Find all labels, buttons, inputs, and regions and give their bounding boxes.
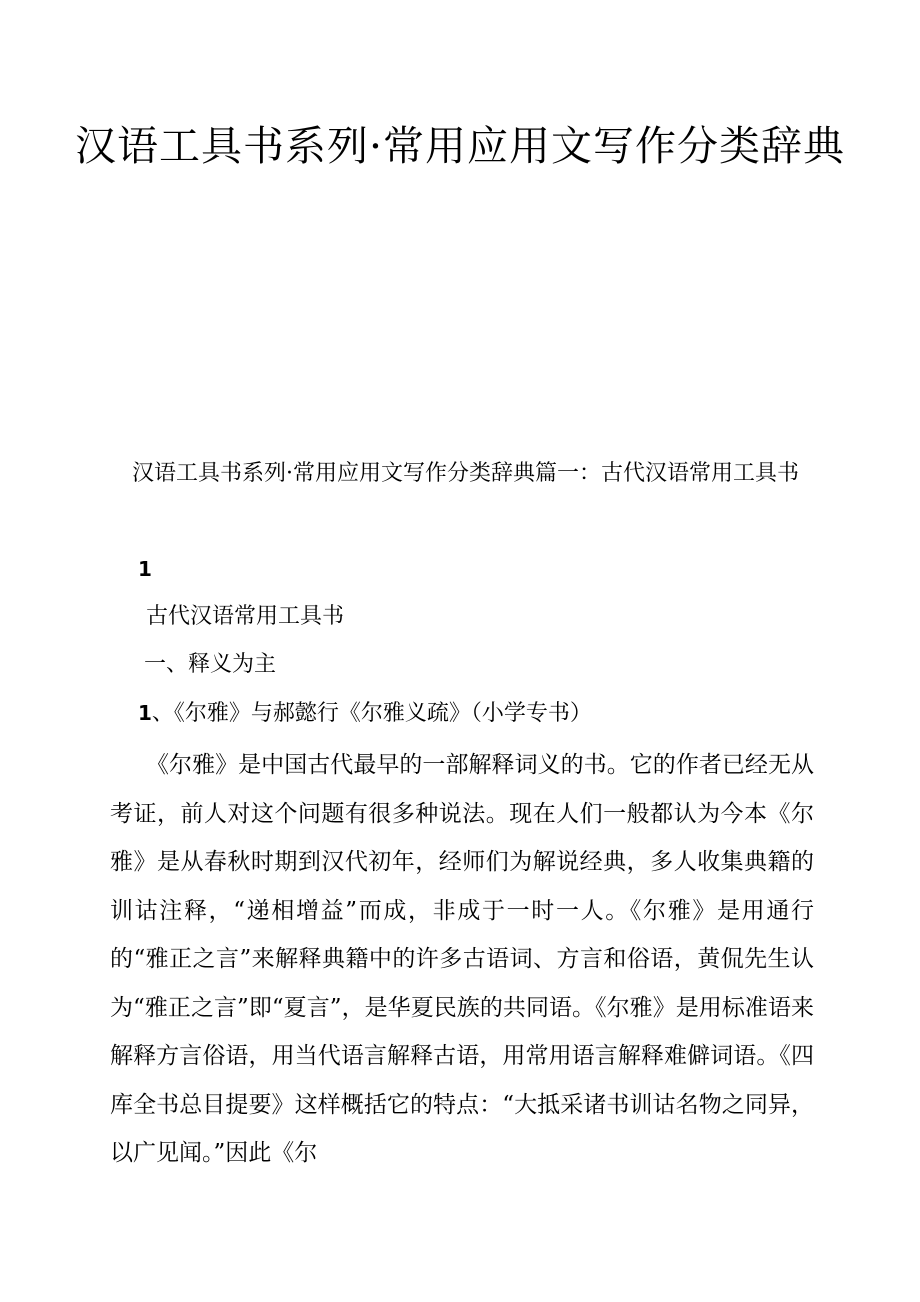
tool-heading: 古代汉语常用工具书 bbox=[146, 604, 345, 629]
section-number: 1 bbox=[138, 557, 152, 581]
item-number: 1 bbox=[138, 701, 152, 725]
section-heading: 一、释义为主 bbox=[144, 652, 277, 677]
body-paragraph: 《尔雅》是中国古代最早的一部解释词义的书。它的作者已经无从考证，前人对这个问题有很多种说法。现在人们一般都认为今本《尔雅》是从春秋时期到汉代初年，经师们为解说经典，多人收集典籍的训诂注释，“递相增益”而成，非成于一时一人。《尔雅》是用通行的“雅正之言”来解释典籍中的许多古语词、方言和俗语，黄侃先生认为“雅正之言”即“夏言”，是华夏民族的共同语。《尔雅》是用标准语来解释方言俗语，用当代语言解释古语，用常用语言解释难僻词语。《四库全书总目提要》这样概括它的特点：“大抵采诸书训诂名物之同异，以广见闻。”因此《尔 bbox=[110, 752, 814, 1166]
document-subtitle: 汉语工具书系列·常用应用文写作分类辞典篇一：古代汉语常用工具书 bbox=[132, 461, 799, 486]
document-title: 汉语工具书系列·常用应用文写作分类辞典 bbox=[74, 122, 846, 170]
item-heading-text: 、《尔雅》与郝懿行《尔雅义疏》（小学专书） bbox=[151, 701, 592, 726]
item-heading bbox=[138, 698, 592, 729]
